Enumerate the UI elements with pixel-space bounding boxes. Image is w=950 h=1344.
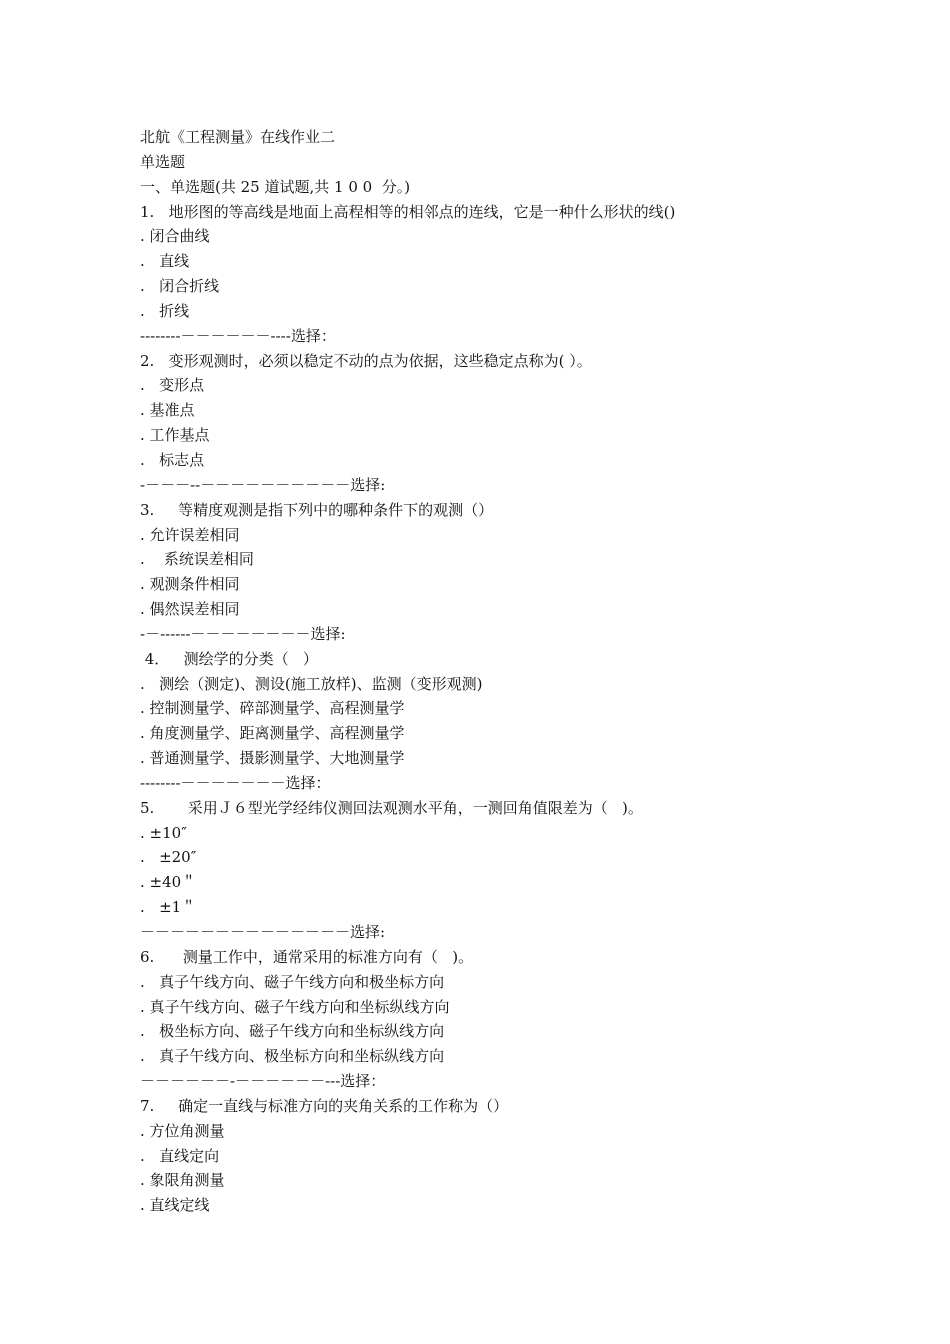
- answer-line: -－------－－－－－－－－选择:: [140, 624, 346, 643]
- document-title: 北航《工程测量》在线作业二: [140, 128, 336, 146]
- answer-line: －－－－－－-－－－－－－---选择：: [140, 1072, 386, 1091]
- option-item: . ±10″: [140, 823, 187, 842]
- option-item: . 直线: [140, 252, 190, 271]
- option-item: . 方位角测量: [140, 1121, 225, 1140]
- option-item: . 普通测量学、摄影测量学、大地测量学: [140, 749, 405, 768]
- option-item: . 标志点: [140, 450, 205, 469]
- option-item: . 允许误差相同: [140, 525, 240, 544]
- option-item: . 极坐标方向、磁子午线方向和坐标纵线方向: [140, 1022, 445, 1041]
- option-item: . 直线定线: [140, 1196, 210, 1215]
- question-stem: 2. 变形观测时，必须以稳定不动的点为依据，这些稳定点称为( ）。: [140, 351, 592, 370]
- option-item: . 真子午线方向、极坐标方向和坐标纵线方向: [140, 1047, 445, 1066]
- option-item: . 角度测量学、距离测量学、高程测量学: [140, 724, 405, 743]
- answer-line: --------－－－－－－----选择：: [140, 326, 336, 345]
- option-item: . 真子午线方向、磁子午线方向和极坐标方向: [140, 972, 445, 991]
- option-item: . 闭合曲线: [140, 227, 210, 246]
- option-item: . 控制测量学、碎部测量学、高程测量学: [140, 699, 405, 718]
- question-4: [140, 647, 920, 796]
- question-2: [140, 349, 920, 498]
- section-heading: 单选题: [140, 152, 186, 171]
- option-item: . 直线定向: [140, 1146, 220, 1165]
- option-item: . 基准点: [140, 401, 195, 420]
- option-item: . 象限角测量: [140, 1171, 225, 1190]
- section-summary: 一、单选题(共 25 道试题,共 1 0 0 分。): [140, 177, 411, 196]
- answer-line: -－－－--－－－－－－－－－－选择:: [140, 475, 386, 494]
- option-item: . 工作基点: [140, 426, 210, 445]
- option-item: . 观测条件相同: [140, 575, 240, 594]
- question-7: [140, 1094, 920, 1218]
- document-page: [140, 125, 920, 1218]
- question-stem: 6. 测量工作中，通常采用的标准方向有（ )。: [140, 947, 474, 966]
- question-stem: 4． 测绘学的分类（ ）: [140, 649, 318, 668]
- option-item: . ±40＂: [140, 873, 197, 892]
- option-item: . ±20″: [140, 848, 197, 867]
- option-item: . 测绘（测定)、测设(施工放样)、监测（变形观测): [140, 674, 483, 693]
- option-item: . ±1＂: [140, 898, 197, 917]
- option-item: . 折线: [140, 301, 190, 320]
- question-stem: 3. 等精度观测是指下列中的哪种条件下的观测（）: [140, 500, 494, 519]
- question-stem: 1. 地形图的等高线是地面上高程相等的相邻点的连线，它是一种什么形状的线(): [140, 202, 676, 221]
- question-stem: 7. 确定一直线与标准方向的夹角关系的工作称为（）: [140, 1096, 509, 1115]
- answer-line: --------－－－－－－－选择：: [140, 773, 331, 792]
- answer-line: －－－－－－－－－－－－－－选择:: [140, 923, 386, 941]
- question-stem: 5. 采用Ｊ６型光学经纬仪测回法观测水平角，一测回角值限差为（ )。: [140, 798, 643, 817]
- option-item: . 变形点: [140, 376, 205, 395]
- option-item: . 真子午线方向、磁子午线方向和坐标纵线方向: [140, 997, 450, 1016]
- question-5: [140, 796, 920, 945]
- question-3: [140, 498, 920, 647]
- question-6: [140, 945, 920, 1094]
- question-1: [140, 200, 920, 349]
- option-item: . 系统误差相同: [140, 550, 254, 569]
- option-item: . 闭合折线: [140, 277, 220, 296]
- option-item: . 偶然误差相同: [140, 600, 240, 619]
